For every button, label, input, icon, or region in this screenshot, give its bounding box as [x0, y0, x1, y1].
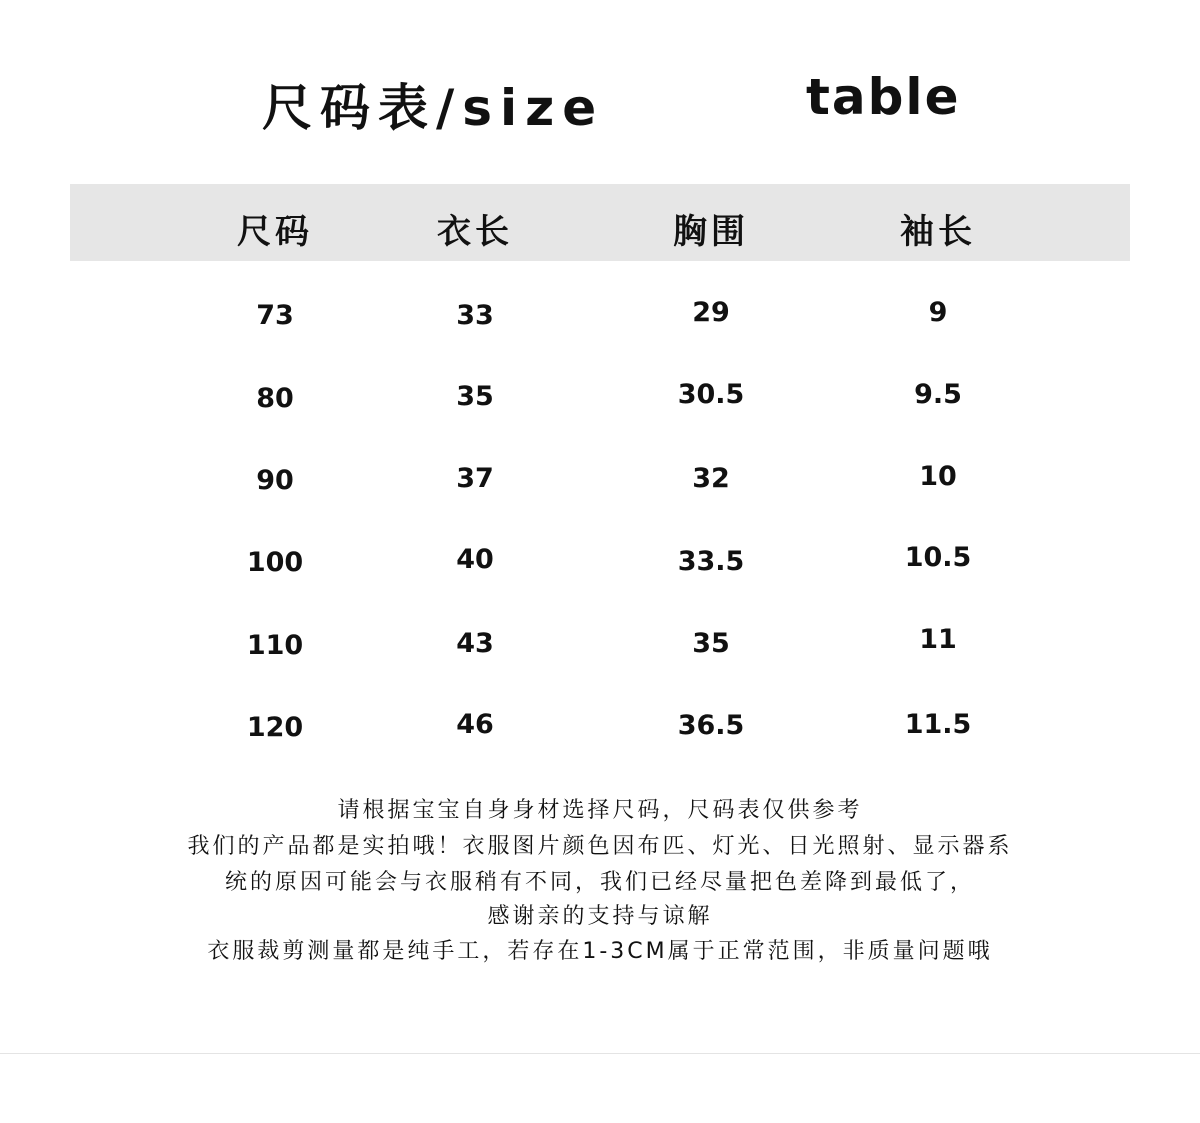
note-line: 请根据宝宝自身身材选择尺码，尺码表仅供参考 — [337, 798, 863, 823]
header-chest: 胸围 — [673, 212, 749, 252]
cell-size: 80 — [256, 383, 294, 414]
cell-chest: 33.5 — [677, 546, 745, 577]
cell-chest: 29 — [692, 297, 730, 328]
cell-size: 90 — [256, 465, 294, 496]
note-line: 我们的产品都是实拍哦！衣服图片颜色因布匹、灯光、日光照射、显示器系 — [187, 834, 1013, 859]
cell-size: 100 — [246, 547, 304, 578]
cell-size: 73 — [256, 300, 294, 331]
cell-sleeve: 10.5 — [904, 542, 972, 573]
cell-size: 110 — [246, 630, 304, 661]
header-length: 衣长 — [437, 212, 513, 252]
cell-chest: 35 — [692, 628, 730, 659]
cell-length: 37 — [456, 463, 494, 494]
cell-chest: 32 — [692, 463, 730, 494]
cell-length: 35 — [456, 381, 494, 412]
cell-length: 43 — [456, 628, 494, 659]
title-table-word: table — [806, 68, 961, 126]
header-size: 尺码 — [237, 212, 313, 252]
header-sleeve: 袖长 — [900, 212, 976, 252]
cell-chest: 36.5 — [677, 710, 745, 741]
cell-length: 33 — [456, 300, 494, 331]
cell-sleeve: 11 — [919, 624, 957, 655]
cell-sleeve: 9.5 — [914, 379, 962, 410]
cell-sleeve: 11.5 — [904, 709, 972, 740]
cell-sleeve: 9 — [928, 297, 948, 328]
cell-chest: 30.5 — [677, 379, 745, 410]
title-main: 尺码表/size — [262, 79, 605, 137]
note-line: 感谢亲的支持与谅解 — [487, 904, 713, 929]
cell-sleeve: 10 — [919, 461, 957, 492]
cell-size: 120 — [246, 712, 304, 743]
cell-length: 40 — [456, 544, 494, 575]
bottom-divider — [0, 1053, 1200, 1054]
note-line: 衣服裁剪测量都是纯手工，若存在1-3CM属于正常范围，非质量问题哦 — [207, 939, 993, 964]
note-line: 统的原因可能会与衣服稍有不同，我们已经尽量把色差降到最低了， — [224, 870, 975, 895]
cell-length: 46 — [456, 709, 494, 740]
